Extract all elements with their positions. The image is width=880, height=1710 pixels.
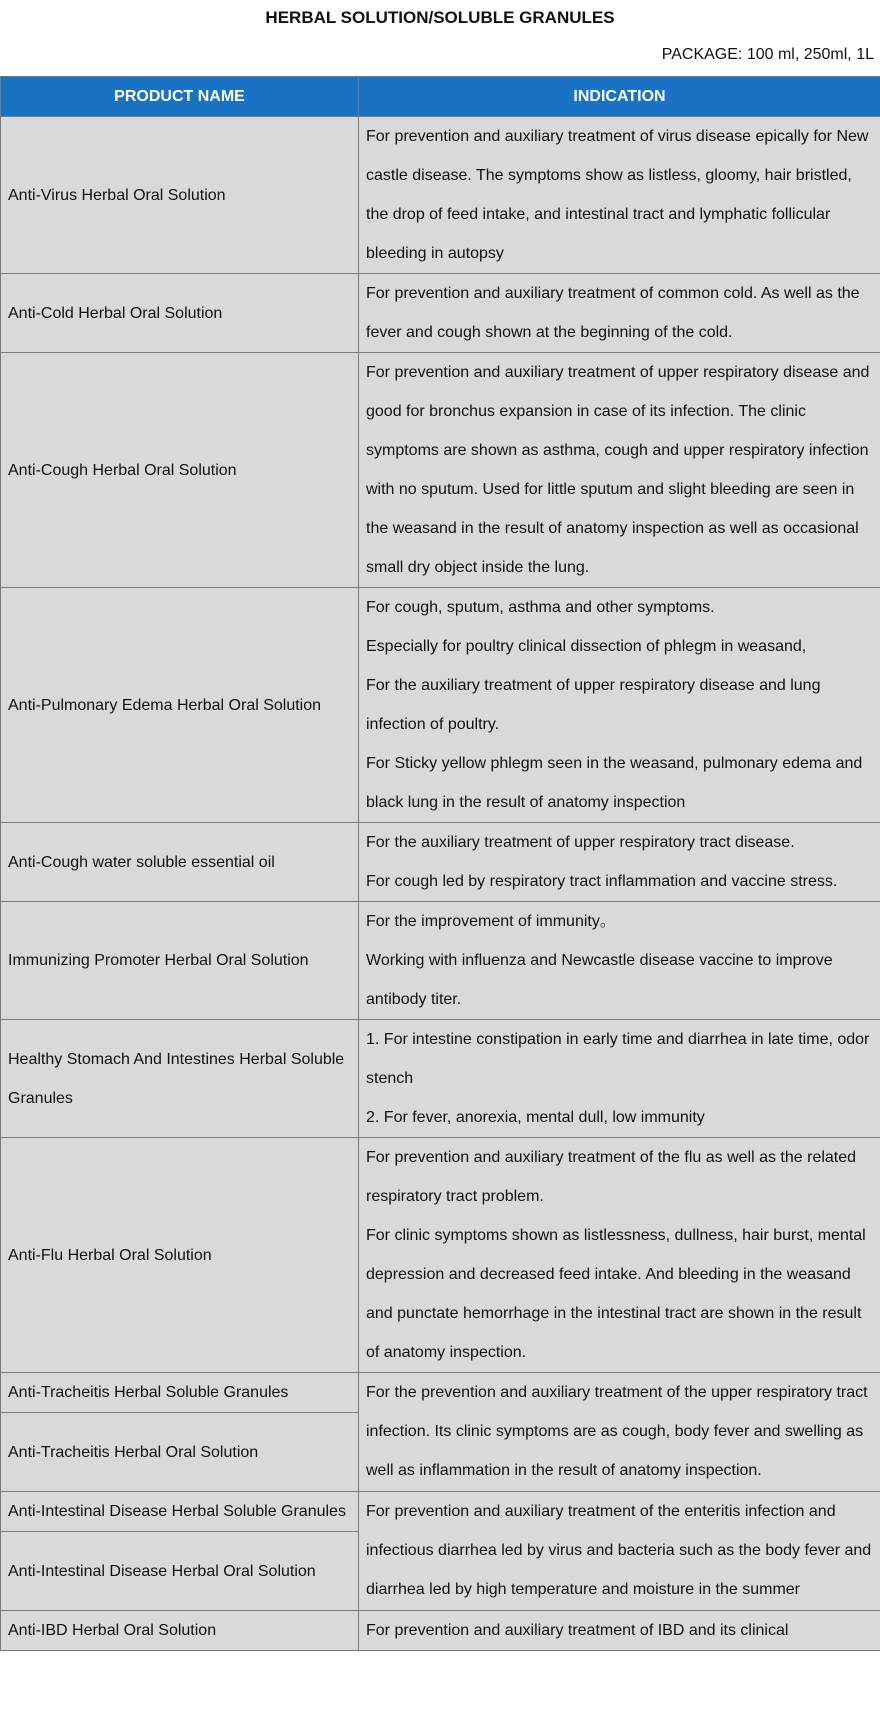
product-name-cell: Anti-Cough water soluble essential oil	[1, 823, 359, 902]
table-row	[1, 117, 880, 274]
product-name-cell: Anti-Cough Herbal Oral Solution	[1, 353, 359, 588]
indication-cell	[359, 353, 880, 588]
indication-paragraph: For the auxiliary treatment of upper respiratory tract disease.	[366, 834, 795, 851]
table-row	[1, 1373, 880, 1413]
package-sizes: PACKAGE: 100 ml, 250ml, 1L	[661, 46, 874, 63]
indication-cell	[359, 274, 880, 353]
table-row	[1, 1611, 880, 1651]
indication-cell	[359, 1138, 880, 1373]
table-row	[1, 1492, 880, 1532]
column-header-indication: INDICATION	[359, 77, 880, 117]
column-header-product-name: PRODUCT NAME	[1, 77, 359, 117]
product-name-cell: Healthy Stomach And Intestines Herbal Soluble Granules	[1, 1020, 359, 1138]
indication-paragraph: For the auxiliary treatment of upper respiratory disease and lung infection of poultry.	[366, 677, 821, 733]
table-row	[1, 353, 880, 588]
table-row	[1, 1020, 880, 1138]
product-table	[0, 76, 880, 1651]
product-name-cell: Anti-Flu Herbal Oral Solution	[1, 1138, 359, 1373]
product-name-cell: Anti-Tracheitis Herbal Oral Solution	[1, 1413, 359, 1492]
table-row	[1, 274, 880, 353]
indication-paragraph: Especially for poultry clinical dissection of phlegm in weasand,	[366, 638, 807, 655]
indication-paragraph: For prevention and auxiliary treatment of the enteritis infection and infectious diarrhea led by virus and bacteria such as the body fever and diarrhea led by high temperature and moisture in the summer	[366, 1503, 872, 1598]
product-name-cell: Anti-IBD Herbal Oral Solution	[1, 1611, 359, 1651]
table-row	[1, 823, 880, 902]
indication-cell	[359, 823, 880, 902]
indication-cell	[359, 117, 880, 274]
indication-paragraph: For Sticky yellow phlegm seen in the weasand, pulmonary edema and black lung in the result of anatomy inspection	[366, 755, 863, 811]
product-name-cell: Anti-Pulmonary Edema Herbal Oral Solution	[1, 588, 359, 823]
indication-paragraph: 1. For intestine constipation in early time and diarrhea in late time, odor stench	[366, 1031, 870, 1087]
table-row	[1, 588, 880, 823]
indication-cell	[359, 1611, 880, 1651]
product-name-cell: Anti-Intestinal Disease Herbal Soluble Granules	[1, 1492, 359, 1532]
indication-cell	[359, 902, 880, 1020]
indication-paragraph: 2. For fever, anorexia, mental dull, low immunity	[366, 1109, 705, 1126]
product-name-cell: Anti-Tracheitis Herbal Soluble Granules	[1, 1373, 359, 1413]
indication-paragraph: For prevention and auxiliary treatment of the flu as well as the related respiratory tract problem.	[366, 1149, 857, 1205]
product-name-cell: Anti-Cold Herbal Oral Solution	[1, 274, 359, 353]
indication-cell	[359, 1020, 880, 1138]
table-row	[1, 902, 880, 1020]
product-name-cell: Anti-Virus Herbal Oral Solution	[1, 117, 359, 274]
indication-cell	[359, 1492, 880, 1611]
table-row	[1, 1138, 880, 1373]
indication-paragraph: Working with influenza and Newcastle disease vaccine to improve antibody titer.	[366, 952, 833, 1008]
indication-paragraph: For prevention and auxiliary treatment of upper respiratory disease and good for bronchus expansion in case of its infection. The clinic symptoms are shown as asthma, cough and upper respiratory infection with no sputum. Used for little sputum and slight bleeding are seen in the weasand in the result of anatomy inspection as well as occasional small dry object inside the lung.	[366, 364, 870, 576]
indication-paragraph: For the prevention and auxiliary treatment of the upper respiratory tract infection. Its clinic symptoms are as cough, body fever and swelling as well as inflammation in the result of anatomy inspection.	[366, 1384, 868, 1479]
indication-paragraph: For the improvement of immunity。	[366, 913, 616, 930]
indication-paragraph: For prevention and auxiliary treatment of common cold. As well as the fever and cough shown at the beginning of the cold.	[366, 285, 860, 341]
indication-cell	[359, 588, 880, 823]
document-title: HERBAL SOLUTION/SOLUBLE GRANULES	[265, 8, 615, 27]
indication-paragraph: For prevention and auxiliary treatment of virus disease epically for New castle disease. The symptoms show as listless, gloomy, hair bristled, the drop of feed intake, and intestinal tract and lymphatic follicular bleeding in autopsy	[366, 128, 869, 262]
indication-paragraph: For cough led by respiratory tract inflammation and vaccine stress.	[366, 873, 838, 890]
indication-paragraph: For prevention and auxiliary treatment of IBD and its clinical	[366, 1622, 789, 1639]
product-name-cell: Anti-Intestinal Disease Herbal Oral Solution	[1, 1532, 359, 1611]
table-header-row	[1, 77, 880, 117]
indication-cell	[359, 1373, 880, 1492]
indication-paragraph: For clinic symptoms shown as listlessness, dullness, hair burst, mental depression and decreased feed intake. And bleeding in the weasand and punctate hemorrhage in the intestinal tract are shown in the result of anatomy inspection.	[366, 1227, 866, 1361]
product-name-cell: Immunizing Promoter Herbal Oral Solution	[1, 902, 359, 1020]
indication-paragraph: For cough, sputum, asthma and other symptoms.	[366, 599, 715, 616]
